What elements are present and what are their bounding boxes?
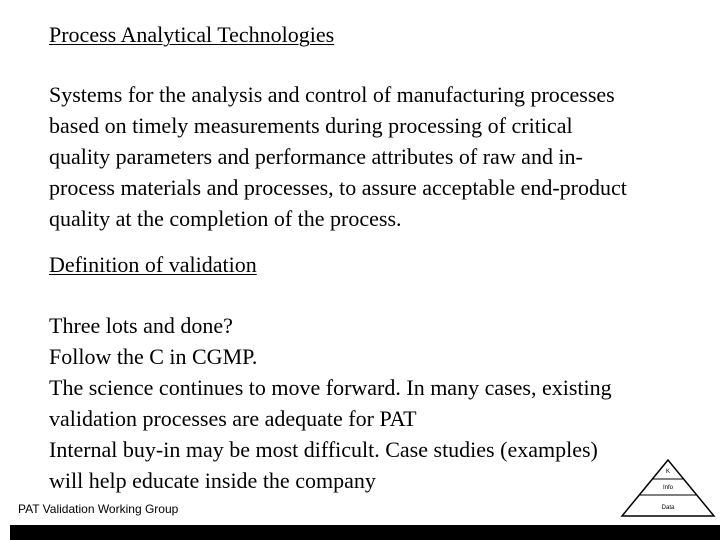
pyramid-level-bottom: Data [661,505,675,511]
section-heading-validation: Definition of validation [49,252,257,277]
footer-bar [10,525,720,540]
list-item: The science continues to move forward. In many cases, existing [49,375,612,400]
list-item: Follow the C in CGMP. [49,344,258,369]
list-item: validation processes are adequate for PAT [49,406,417,431]
paragraph-line: based on timely measurements during processing of critical [49,113,573,138]
paragraph-line: process materials and processes, to assure acceptable end-product [49,175,627,200]
knowledge-pyramid-logo [618,458,718,520]
pat-definition-paragraph [49,79,719,234]
list-item: Three lots and done? [49,313,233,338]
section-heading-pat: Process Analytical Technologies [49,22,335,47]
pyramid-level-top: K [665,469,671,475]
list-item: Internal buy-in may be most difficult. Case studies (examples) [49,437,598,462]
list-item: will help educate inside the company [49,468,376,493]
footer-label: PAT Validation Working Group [18,502,179,516]
paragraph-line: quality parameters and performance attributes of raw and in- [49,144,583,169]
paragraph-line: Systems for the analysis and control of manufacturing processes [49,82,615,107]
pyramid-level-middle: Info [662,485,674,491]
validation-points-list [49,310,612,496]
paragraph-line: quality at the completion of the process. [49,206,402,231]
